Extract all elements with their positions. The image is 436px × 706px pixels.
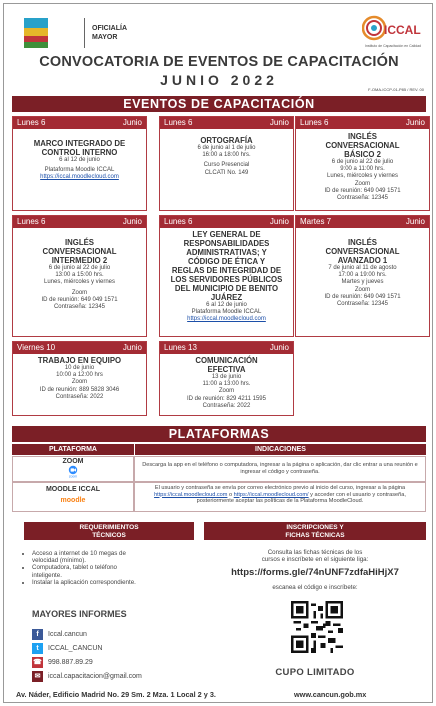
event-detail: Lunes, miércoles y viernes xyxy=(43,279,116,286)
event-card-body xyxy=(160,228,293,324)
event-detail: Contraseña: 2022 xyxy=(55,393,104,400)
contact-item[interactable] xyxy=(32,643,202,654)
event-detail: Zoom xyxy=(71,379,88,386)
iccal-logo-text: ICCAL xyxy=(384,23,421,37)
iccal-logo xyxy=(362,14,424,54)
moodle-link-1[interactable]: https://iccal.moodlecloud.com xyxy=(154,491,228,498)
page-title: CONVOCATORIA DE EVENTOS DE CAPACITACIÓN xyxy=(39,54,399,70)
contact-text: ICCAL_CANCUN xyxy=(48,645,103,652)
event-month: Junio xyxy=(122,343,142,352)
svg-text:zoom: zoom xyxy=(68,474,78,478)
contact-item[interactable] xyxy=(32,657,202,668)
event-day: Martes 7 xyxy=(300,217,332,226)
event-card-header xyxy=(13,117,146,129)
event-card xyxy=(12,215,147,337)
event-card-body xyxy=(296,228,429,308)
event-detail: Contraseña: 12345 xyxy=(336,301,389,308)
event-card-header xyxy=(160,342,293,354)
event-card-body xyxy=(13,228,146,311)
moodle-text-2: o xyxy=(227,491,234,498)
event-detail: Zoom xyxy=(354,180,371,187)
event-day: Lunes 6 xyxy=(164,118,193,127)
header-logos xyxy=(22,16,142,50)
event-detail: 13:00 a 15:00 hrs. xyxy=(55,272,104,279)
event-card-body xyxy=(160,129,293,177)
mayores-informes-title: MAYORES INFORMES xyxy=(32,609,127,619)
event-title: EFECTIVA xyxy=(207,365,246,374)
event-detail: ID de reunión: 889 5828 3046 xyxy=(39,386,120,393)
twitter-icon: t xyxy=(32,643,43,654)
registration-link[interactable]: https://forms.gle/74nUNF7zdfaHiHjX7 xyxy=(231,567,399,578)
event-detail: Contraseña: 12345 xyxy=(53,304,106,311)
plataformas-section-title: PLATAFORMAS xyxy=(12,426,426,442)
event-title: INGLÉS xyxy=(64,238,95,247)
moodle-text-1: El usuario y contraseña se envía por correo electrónico previo al inicio del curso, ingresar a la página xyxy=(154,485,406,491)
event-title: LEY GENERAL DE xyxy=(192,230,261,239)
event-detail: Zoom xyxy=(218,388,235,395)
moodle-link-2[interactable]: https://iccal.moodlecloud.com/ xyxy=(233,491,309,498)
event-detail: ID de reunión: 649 049 1571 xyxy=(324,187,401,194)
event-detail: 10:00 a 12:00 hrs xyxy=(56,372,103,379)
event-month: Junio xyxy=(405,217,425,226)
event-title: TRABAJO EN EQUIPO xyxy=(37,356,122,365)
event-card-header xyxy=(13,216,146,228)
event-card-body xyxy=(160,354,293,410)
list-item xyxy=(32,550,194,564)
scan-instruction: escanea el código e inscríbete: xyxy=(272,584,358,591)
office-line-2: MAYOR xyxy=(92,34,118,41)
event-detail: Zoom xyxy=(71,289,88,296)
event-detail: CLCATI No. 149 xyxy=(204,169,249,176)
event-title: ADMINISTRATIVAS; Y xyxy=(186,248,267,257)
event-detail: 9:00 a 11:00 hrs. xyxy=(340,166,385,173)
svg-text:moodle: moodle xyxy=(60,497,86,504)
event-month: Junio xyxy=(122,118,142,127)
platform-name: MOODLE ICCAL xyxy=(45,486,101,493)
platform-row-zoom xyxy=(12,456,426,482)
req-item-text: Computadora, tablet o teléfono xyxy=(32,564,117,572)
event-title: CONVERSACIONAL xyxy=(325,247,400,256)
event-card-header xyxy=(160,117,293,129)
event-card xyxy=(159,215,294,337)
event-detail: 6 de junio al 22 de julio xyxy=(331,159,394,165)
event-card xyxy=(159,341,294,416)
zoom-indications: Descarga la app en el teléfono o computadora, ingresar a la página o aplicación, dar clic entrar a una reunión e ingresar el código y contraseña. xyxy=(134,456,426,482)
document-code: F-OMA-ICCP-01-P85 / REV. 00 xyxy=(368,87,424,92)
platform-cell xyxy=(12,456,134,482)
office-line-1: OFICIALÍA xyxy=(92,25,127,32)
event-detail: ID de reunión: 649 049 1571 xyxy=(41,296,118,303)
event-title: BÁSICO 2 xyxy=(344,150,381,159)
event-day: Lunes 6 xyxy=(17,118,46,127)
event-month: Junio xyxy=(405,118,425,127)
event-detail: Zoom xyxy=(354,286,371,293)
cupo-limitado: CUPO LIMITADO xyxy=(275,667,355,678)
event-title: AVANZADO 1 xyxy=(337,256,388,265)
iccal-subtitle: Instituto de Capacitación en Calidad xyxy=(364,44,422,48)
event-detail: 17:00 a 19:00 hrs. xyxy=(338,272,387,279)
req-title-line-1: REQUERIMIENTOS xyxy=(79,524,139,531)
event-detail: 7 de junio al 11 de agosto xyxy=(328,265,397,271)
insc-title-line-1: INSCRIPCIONES Y xyxy=(286,524,344,531)
event-card xyxy=(159,116,294,211)
event-detail: 6 de junio al 1 de julio xyxy=(197,145,256,151)
contact-text: iccal.capacitacion@gmail.com xyxy=(48,673,142,680)
event-detail: 16:00 a 18:00 hrs. xyxy=(202,152,251,159)
event-month: Junio xyxy=(269,217,289,226)
insc-title-line-2: FICHAS TÉCNICAS xyxy=(285,531,345,539)
logo-divider xyxy=(84,18,85,48)
contact-text: Iccal.cancun xyxy=(48,631,87,638)
event-title: MARCO INTEGRADO DE xyxy=(33,139,126,148)
moodle-text-3: y acceder con el usuario y contraseña, posteriormente aceptar las políticas de la Plataforma MoodleCloud. xyxy=(196,491,406,505)
email-icon: ✉ xyxy=(32,671,43,682)
insc-text-line: cursos e inscríbete en el siguiente liga: xyxy=(261,556,369,564)
requerimientos-title xyxy=(24,522,194,540)
event-title: ORTOGRAFÍA xyxy=(200,136,253,145)
event-detail: Contraseña: 12345 xyxy=(336,195,389,202)
event-card-body xyxy=(13,354,146,401)
event-detail: ID de reunión: 829 4211 1595 xyxy=(187,395,266,402)
event-detail: Curso Presencial xyxy=(203,162,250,169)
event-detail: Plataforma Moodle ICCAL xyxy=(191,309,262,316)
event-day: Lunes 13 xyxy=(164,343,197,352)
eventos-section-title: EVENTOS DE CAPACITACIÓN xyxy=(12,96,426,112)
requirements-list xyxy=(24,550,194,586)
event-detail: 13 de junio xyxy=(211,374,242,380)
req-title-line-2: TÉCNICOS xyxy=(92,531,126,539)
event-day: Lunes 6 xyxy=(17,217,46,226)
req-item-text: Acceso a internet de 10 megas de xyxy=(32,550,126,557)
event-title: CONVERSACIONAL xyxy=(42,247,117,256)
col-indications-header: INDICACIONES xyxy=(135,444,426,455)
event-title: INGLÉS xyxy=(347,132,378,141)
event-month: Junio xyxy=(269,343,289,352)
cancun-logo-icon xyxy=(22,16,50,50)
office-name xyxy=(92,24,127,42)
event-detail: Martes y jueves xyxy=(341,279,384,286)
event-detail: 6 al 12 de junio xyxy=(59,157,100,163)
event-detail: 11:00 a 13:00 hrs. xyxy=(202,381,251,388)
event-card-body xyxy=(296,129,429,202)
event-card-header xyxy=(13,342,146,354)
event-detail: Plataforma Moodle ICCAL xyxy=(44,167,115,174)
event-card-body xyxy=(13,129,146,182)
event-detail: Contraseña: 2022 xyxy=(202,402,251,409)
page xyxy=(3,3,433,703)
footer-address: Av. Náder, Edificio Madrid No. 29 Sm. 2 Mza. 1 Local 2 y 3. xyxy=(16,690,216,699)
event-card xyxy=(12,341,147,416)
phone-icon: ☎ xyxy=(33,659,42,666)
footer-website[interactable]: www.cancun.gob.mx xyxy=(294,690,367,699)
event-title: DEL MUNICIPIO DE BENITO xyxy=(174,284,279,293)
event-detail: 10 de junio xyxy=(64,365,95,371)
platform-name: ZOOM xyxy=(62,458,84,465)
event-card-header xyxy=(160,216,293,228)
page-subtitle: JUNIO 2022 xyxy=(160,72,278,88)
req-item-text: Instalar la aplicación correspondiente. xyxy=(32,578,136,586)
event-title: RESPONSABILIDADES xyxy=(183,239,270,248)
platform-cell xyxy=(12,482,134,512)
zoom-logo-icon xyxy=(53,465,93,478)
event-title: JUÁREZ xyxy=(210,293,243,302)
event-title: INGLÉS xyxy=(347,238,378,247)
event-detail: ID de reunión: 649 049 1571 xyxy=(324,293,401,300)
facebook-icon: f xyxy=(32,629,43,640)
inscripciones-title xyxy=(204,522,426,540)
platform-row-moodle xyxy=(12,482,426,512)
col-platform-header: PLATAFORMA xyxy=(12,444,134,455)
event-title: CÓDIGO DE ÉTICA Y xyxy=(187,257,266,266)
event-title: LOS SERVIDORES PÚBLICOS xyxy=(170,275,283,284)
moodle-indications xyxy=(134,482,426,512)
event-detail: Lunes, miércoles y viernes xyxy=(326,173,399,180)
event-title: CONVERSACIONAL xyxy=(325,141,400,150)
event-day: Lunes 6 xyxy=(300,118,329,127)
event-title: CONTROL INTERNO xyxy=(41,148,118,157)
moodle-logo-icon xyxy=(53,493,93,505)
event-card xyxy=(12,116,147,211)
event-month: Junio xyxy=(122,217,142,226)
req-item-text: velocidad (mínimo). xyxy=(32,557,86,565)
event-card-header xyxy=(296,117,429,129)
event-detail: 6 al 12 de junio xyxy=(206,302,247,308)
req-item-text: inteligente. xyxy=(32,571,62,579)
event-card xyxy=(295,116,430,211)
event-link[interactable]: https://iccal.moodlecloud.com xyxy=(40,174,119,181)
event-month: Junio xyxy=(269,118,289,127)
list-item xyxy=(32,564,194,578)
contact-item[interactable] xyxy=(32,671,202,682)
event-title: INTERMEDIO 2 xyxy=(51,256,108,265)
event-title: COMUNICACIÓN xyxy=(195,356,258,365)
event-day: Lunes 6 xyxy=(164,217,193,226)
insc-text-line: Consulta las fichas técnicas de los xyxy=(267,549,363,556)
qr-code-icon[interactable] xyxy=(291,601,343,653)
event-day: Viernes 10 xyxy=(17,343,56,352)
event-card xyxy=(295,215,430,337)
event-card-header xyxy=(296,216,429,228)
event-title: REGLAS DE INTEGRIDAD DE xyxy=(171,266,282,275)
inscripciones-text xyxy=(204,549,426,564)
event-detail: 6 de junio al 22 de julio xyxy=(48,265,111,271)
event-link[interactable]: https://iccal.moodlecloud.com xyxy=(187,316,266,323)
contact-item[interactable] xyxy=(32,629,202,640)
contact-text: 998.887.89.29 xyxy=(48,659,93,666)
list-item xyxy=(32,579,194,586)
